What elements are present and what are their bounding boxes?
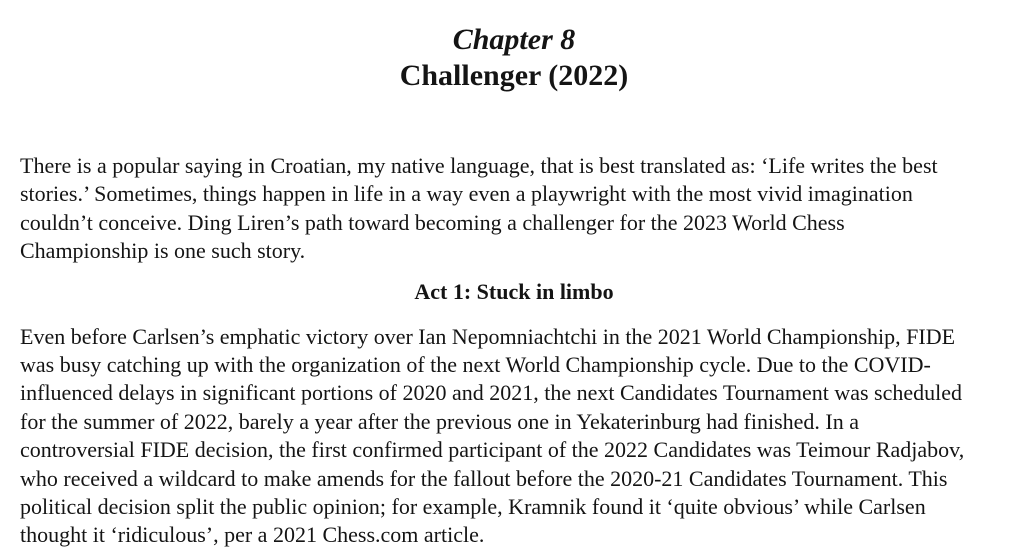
- text-line: for the summer of 2022, barely a year after the previous one in Yekaterinburg had finished. In a: [20, 408, 860, 434]
- text-line: Championship is one such story.: [20, 238, 306, 264]
- text-line: couldn’t conceive. Ding Liren’s path toward becoming a challenger for the 2023 World Chess: [20, 209, 845, 235]
- chapter-subtitle: Challenger (2022): [399, 59, 629, 92]
- text-line: There is a popular saying in Croatian, my native language, that is best translated as: ‘Life writes the best: [20, 153, 938, 178]
- section-paragraph: [20, 323, 1008, 550]
- text-line: influenced delays in significant portions of 2020 and 2021, the next Candidates Tournament was scheduled: [20, 380, 963, 406]
- intro-paragraph: [20, 152, 1008, 266]
- text-line: who received a wildcard to make amends for the fallout before the 2020-21 Candidates Tournament. This: [20, 465, 948, 491]
- section-heading: Act 1: Stuck in limbo: [414, 278, 614, 304]
- text-line: was busy catching up with the organization of the next World Championship cycle. Due to the COVID-: [20, 352, 931, 378]
- text-line: thought it ‘ridiculous’, per a 2021 Chess.com article.: [20, 522, 485, 548]
- text-line: political decision split the public opinion; for example, Kramnik found it ‘quite obvious’ while Carlsen: [20, 494, 926, 520]
- text-line: controversial FIDE decision, the first confirmed participant of the 2022 Candidates was Teimour Radjabov,: [20, 437, 965, 463]
- text-line: Even before Carlsen’s emphatic victory over Ian Nepomniachtchi in the 2021 World Championship, FIDE: [20, 323, 956, 349]
- text-line: stories.’ Sometimes, things happen in life in a way even a playwright with the most vivid imagination: [20, 181, 913, 207]
- chapter-title: Chapter 8: [452, 23, 576, 56]
